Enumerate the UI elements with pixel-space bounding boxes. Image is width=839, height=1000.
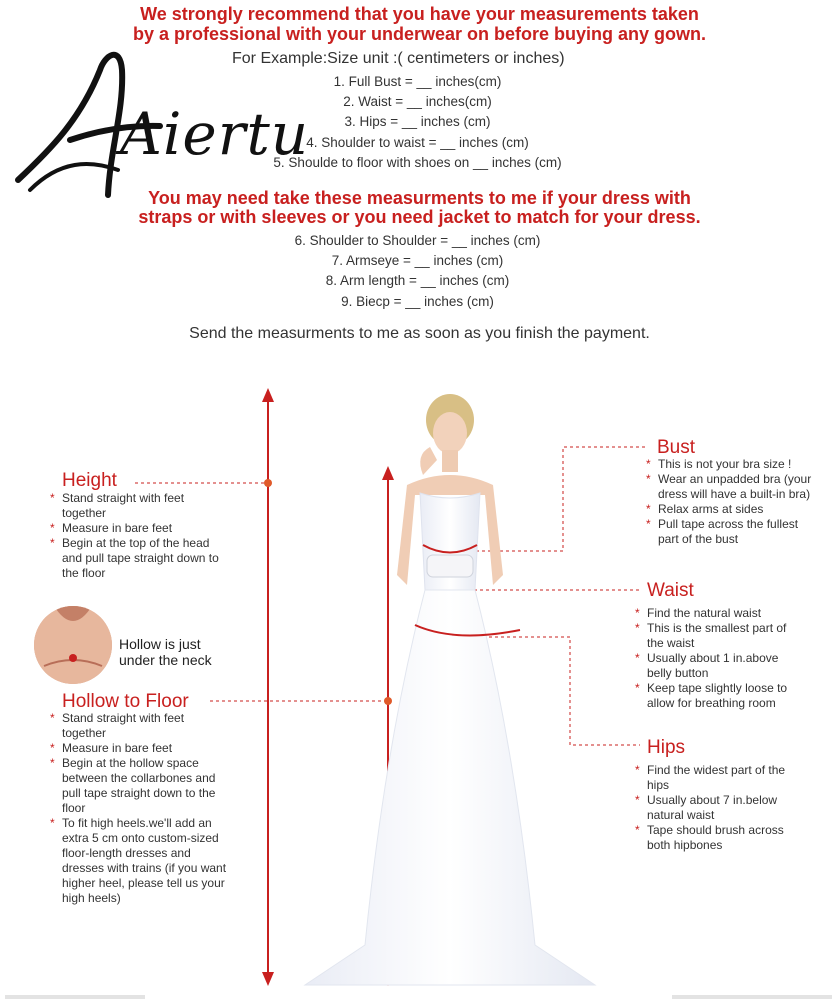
list-item: * Begin at the top of the head and pull tape straight down to the floor	[50, 536, 220, 581]
model-dress-illustration	[295, 385, 605, 990]
measurement-item: 4. Shoulder to waist = __ inches (cm)	[306, 134, 529, 150]
list-item: * Usually about 1 in.above belly button	[635, 651, 795, 681]
list-item: * To fit high heels.we'll add an extra 5 cm onto custom-sized floor-length dresses and dresses with trains (if you want higher heel, please tell us your high heels)	[50, 816, 228, 906]
list-item: * Relax arms at sides	[646, 502, 816, 517]
height-title: Height	[62, 470, 117, 491]
list-item: * Pull tape across the fullest part of the bust	[646, 517, 816, 547]
measurements-basic-list	[250, 72, 585, 173]
bust-instructions	[646, 457, 816, 547]
height-instructions	[50, 491, 220, 581]
list-item: * Keep tape slightly loose to allow for breathing room	[635, 681, 795, 711]
list-item: * This is the smallest part of the waist	[635, 621, 795, 651]
measurement-item: 9. Biecp = __ inches (cm)	[341, 293, 494, 309]
header-line-1: We strongly recommend that you have your measurements taken	[140, 4, 699, 24]
measurement-item: 3. Hips = __ inches (cm)	[344, 114, 491, 130]
header-line-2: by a professional with your underwear on before buying any gown.	[132, 24, 707, 44]
measurement-item: 5. Shoulde to floor with shoes on __ inches (cm)	[273, 154, 562, 170]
list-item: * Find the widest part of the hips	[635, 763, 795, 793]
logo-text: Aiertu	[120, 100, 310, 168]
size-unit-example: For Example:Size unit :( centimeters or inches)	[232, 50, 565, 67]
list-item: * Begin at the hollow space between the collarbones and pull tape straight down to the floor	[50, 756, 228, 816]
hollow-instructions	[50, 711, 228, 906]
send-note: Send the measurments to me as soon as you finish the payment.	[189, 325, 650, 342]
list-item: * Stand straight with feet together	[50, 711, 228, 741]
hollow-note: Hollow is just under the neck	[119, 636, 212, 668]
footer-divider-right	[672, 995, 832, 999]
footer-divider-left	[5, 995, 145, 999]
hollow-title: Hollow to Floor	[62, 691, 189, 712]
measurement-item: 2. Waist = __ inches(cm)	[343, 94, 492, 110]
measurement-item: 7. Armseye = __ inches (cm)	[331, 253, 504, 269]
list-item: * Stand straight with feet together	[50, 491, 220, 521]
notice-line-1: You may need take these measurments to me if your dress with	[148, 188, 691, 208]
list-item: * Tape should brush across both hipbones	[635, 823, 795, 853]
list-item: * This is not your bra size !	[646, 457, 816, 472]
hips-instructions	[635, 763, 795, 853]
waist-instructions	[635, 606, 795, 711]
neck-icon	[34, 606, 112, 684]
list-item: * Usually about 7 in.below natural waist	[635, 793, 795, 823]
notice-line-2: straps or with sleeves or you need jacket to match for your dress.	[138, 207, 701, 227]
measurement-item: 6. Shoulder to Shoulder = __ inches (cm)	[294, 233, 541, 248]
measurement-item: 1. Full Bust = __ inches(cm)	[333, 74, 502, 89]
measurements-extra-list	[250, 231, 585, 312]
hips-title: Hips	[647, 737, 686, 758]
list-item: * Find the natural waist	[635, 606, 795, 621]
wedding-dress-model-icon	[295, 385, 605, 990]
list-item: * Measure in bare feet	[50, 521, 220, 536]
measurement-item: 8. Arm length = __ inches (cm)	[325, 273, 510, 289]
list-item: * Wear an unpadded bra (your dress will have a built-in bra)	[646, 472, 816, 502]
list-item: * Measure in bare feet	[50, 741, 228, 756]
waist-title: Waist	[647, 580, 694, 601]
neck-hollow-thumbnail	[34, 606, 112, 684]
bust-title: Bust	[657, 437, 696, 458]
